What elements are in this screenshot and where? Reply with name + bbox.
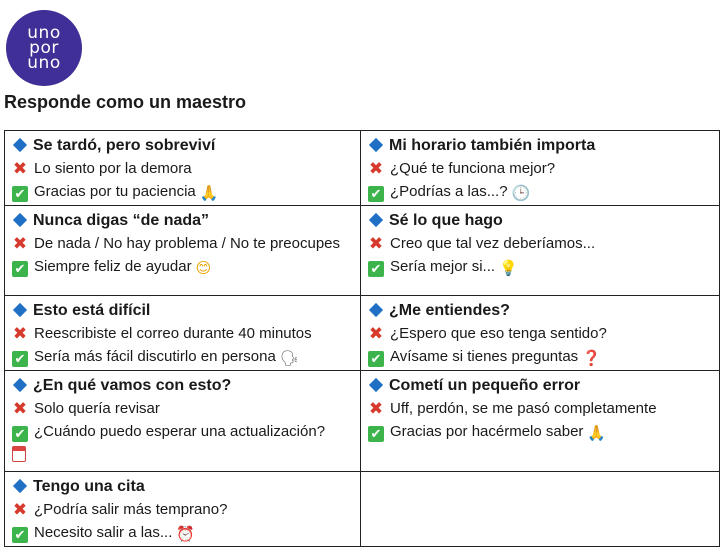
cross-icon: ✖ [368,324,384,343]
calendar-line [12,443,354,469]
calendar-icon [12,446,26,462]
card-title-text: Nunca digas “de nada” [33,212,210,229]
wrong-text: Reescribiste el correo durante 40 minutos [34,325,312,342]
card-title-text: Esto está difícil [33,302,151,319]
card-dificil [5,296,361,371]
right-text: Sería mejor si... [390,258,496,275]
card-title [368,374,713,397]
card-title-text: Cometí un pequeño error [389,377,581,394]
checkmark-icon: ✔ [12,426,28,442]
checkmark-icon: ✔ [12,527,28,543]
folded-hands-icon: 🙏 [587,424,607,442]
right-text: Sería más fácil discutirlo en persona [34,348,276,365]
card-title-text: Mi horario también importa [389,137,596,154]
checkmark-icon: ✔ [368,261,384,277]
page-title: Responde como un maestro [4,92,247,112]
wrong-line [368,232,713,255]
cross-icon: ✖ [368,399,384,418]
right-text: ¿Cuándo puedo esperar una actualización? [34,423,326,440]
right-line [368,180,713,203]
right-line [12,255,354,278]
checkmark-icon: ✔ [12,261,28,277]
checkmark-icon: ✔ [12,351,28,367]
logo-line-1: uno [27,22,61,43]
right-text: Gracias por tu paciencia [34,183,196,200]
right-line [12,180,354,203]
right-line [12,521,354,544]
table-row [5,206,720,296]
wrong-text: Lo siento por la demora [34,160,192,177]
wrong-line [12,397,354,420]
checkmark-icon: ✔ [12,186,28,202]
right-line [12,420,354,443]
diamond-icon [13,213,27,227]
card-title-text: Se tardó, pero sobreviví [33,137,216,154]
card-title-text: Tengo una cita [33,478,145,495]
right-line [12,345,354,368]
wrong-text: ¿Espero que eso tenga sentido? [390,325,607,342]
right-text: Gracias por hacérmelo saber [390,423,584,440]
wrong-text: Solo quería revisar [34,400,160,417]
card-title [12,134,354,157]
cross-icon: ✖ [12,234,28,253]
question-mark-icon: ❓ [582,349,601,367]
card-en-que-vamos [5,371,361,472]
table-row [5,472,720,547]
diamond-icon [13,479,27,493]
table-row [5,296,720,371]
card-title [368,299,713,322]
cross-icon: ✖ [12,159,28,178]
table-row [5,131,720,206]
smiling-face-icon: 😊 [195,259,212,277]
cross-icon: ✖ [368,159,384,178]
wrong-line [368,157,713,180]
logo-line-2: por [29,37,59,58]
diamond-icon [13,378,27,392]
card-title-text: ¿Me entiendes? [389,302,510,319]
diamond-icon [369,378,383,392]
card-tengo-una-cita [5,472,361,547]
card-me-entiendes [361,296,720,371]
wrong-line [12,157,354,180]
folded-hands-icon: 🙏 [199,184,219,202]
wrong-text: ¿Qué te funciona mejor? [390,160,556,177]
wrong-text: Creo que tal vez deberíamos... [390,235,596,252]
card-schedule [361,131,720,206]
wrong-line [12,232,354,255]
cross-icon: ✖ [12,399,28,418]
light-bulb-icon: 💡 [499,259,518,277]
diamond-icon [369,303,383,317]
clock-icon: 🕒 [511,184,531,202]
wrong-text: De nada / No hay problema / No te preocupes [34,235,341,252]
wrong-line [12,498,354,521]
wrong-line [12,322,354,345]
checkmark-icon: ✔ [368,186,384,202]
diamond-icon [369,213,383,227]
card-de-nada [5,206,361,296]
uno-por-uno-logo [6,10,82,86]
wrong-line [368,397,713,420]
card-pequeno-error [361,371,720,472]
card-se-lo-que-hago [361,206,720,296]
table-row [5,371,720,472]
card-title [368,134,713,157]
card-title-text: Sé lo que hago [389,212,503,229]
cross-icon: ✖ [12,324,28,343]
card-late [5,131,361,206]
cross-icon: ✖ [12,500,28,519]
right-text: Necesito salir a las... [34,524,173,541]
card-title [12,374,354,397]
empty-cell [361,472,720,547]
logo-line-3: uno [27,52,61,73]
card-title [12,299,354,322]
wrong-text: ¿Podría salir más temprano? [34,501,228,518]
cross-icon: ✖ [368,234,384,253]
right-line [368,420,713,443]
right-line [368,345,713,368]
speaking-head-icon: 🗣 [279,349,299,367]
diamond-icon [13,303,27,317]
right-text: Siempre feliz de ayudar [34,258,192,275]
diamond-icon [369,138,383,152]
wrong-text: Uff, perdón, se me pasó completamente [390,400,657,417]
wrong-line [368,322,713,345]
card-title [12,475,354,498]
alarm-clock-icon: ⏰ [176,525,196,543]
card-title [368,209,713,232]
right-text: ¿Podrías a las...? [390,183,508,200]
diamond-icon [13,138,27,152]
card-title-text: ¿En qué vamos con esto? [33,377,232,394]
card-title [12,209,354,232]
phrase-table [4,130,720,547]
checkmark-icon: ✔ [368,351,384,367]
checkmark-icon: ✔ [368,426,384,442]
right-line [368,255,713,278]
right-text: Avísame si tienes preguntas [390,348,579,365]
